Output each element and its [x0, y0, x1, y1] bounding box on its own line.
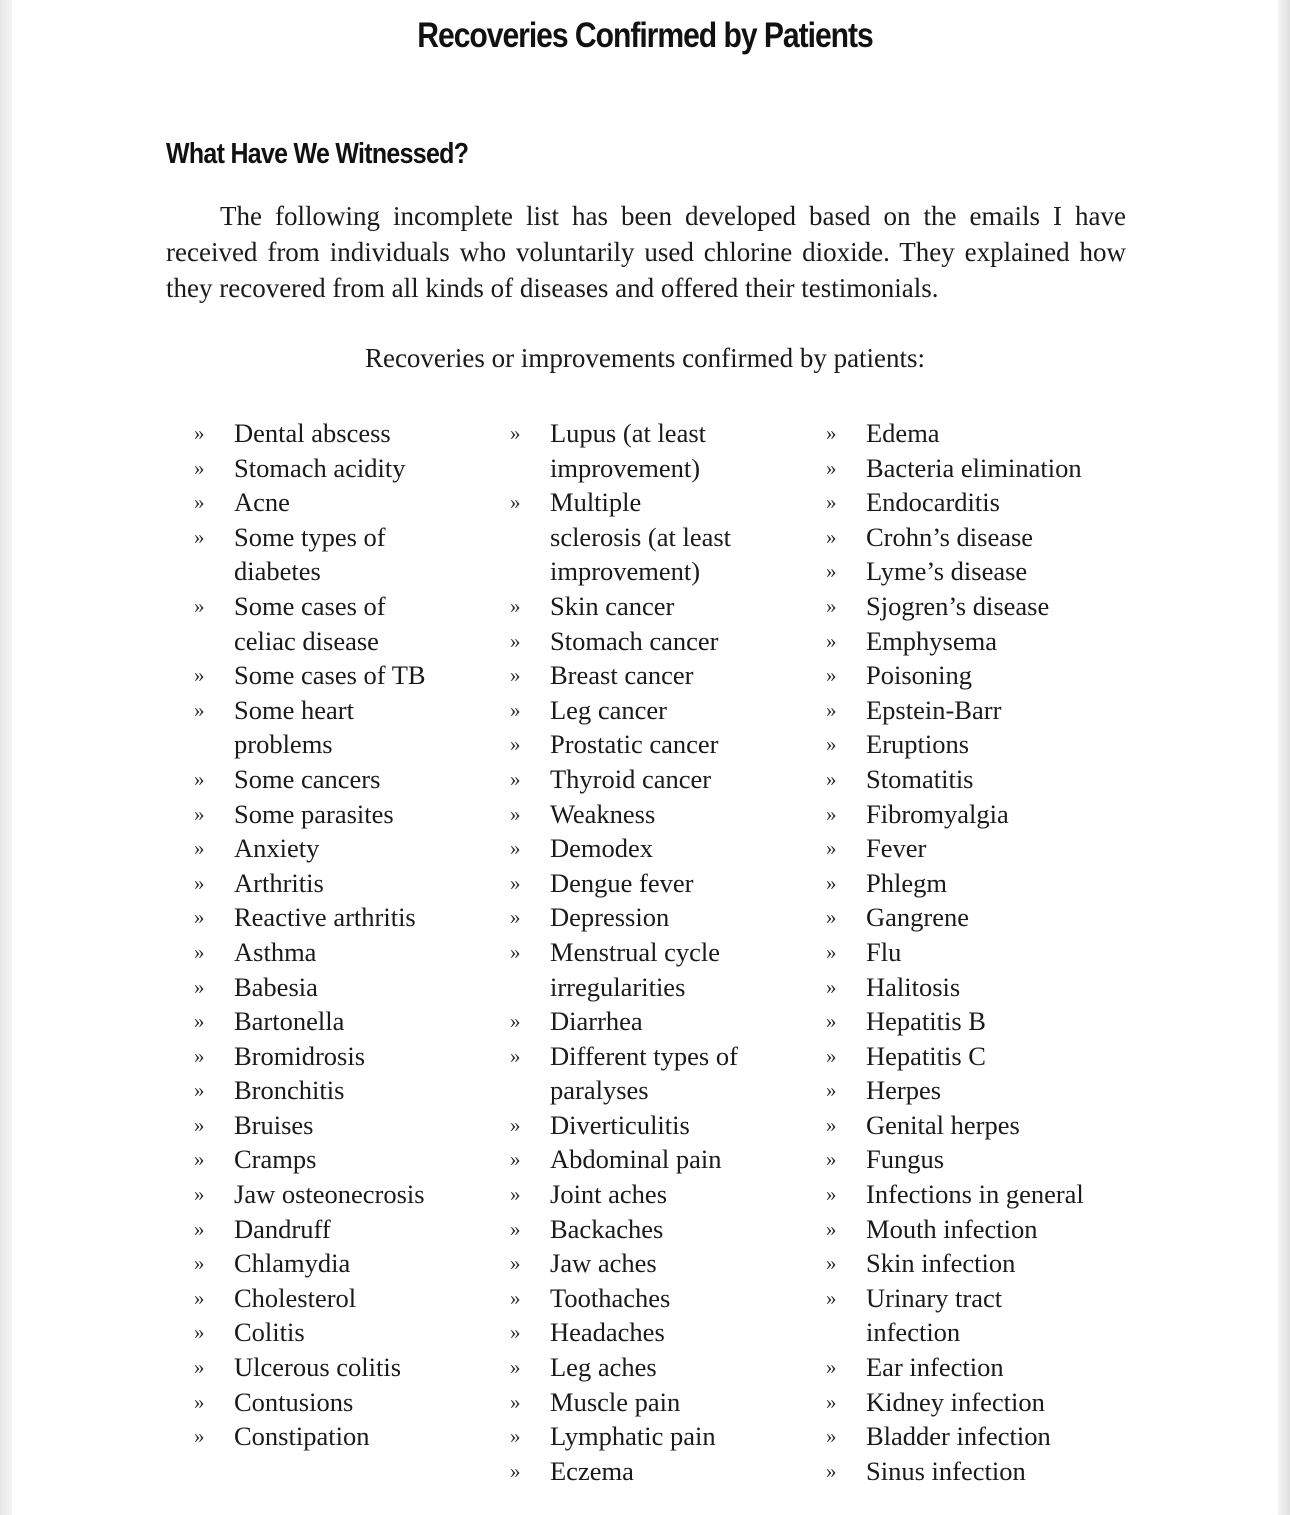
list-item-text: Crohn’s disease [866, 521, 1034, 552]
bullet-icon: » [510, 1320, 521, 1345]
bullet-icon: » [510, 490, 521, 515]
list-item-text: Multiple [550, 487, 642, 518]
bullet-icon: » [826, 1251, 837, 1276]
list-item-text: Emphysema [866, 625, 997, 656]
bullet-icon: » [194, 1285, 205, 1310]
conditions-list [0, 416, 1290, 1496]
bullet-icon: » [194, 1147, 205, 1172]
list-item-text: diabetes [234, 556, 321, 587]
bullet-icon: » [510, 732, 521, 757]
list-item-text: celiac disease [234, 625, 379, 656]
list-item-text: Menstrual cycle [550, 936, 720, 967]
list-item-text: Bromidrosis [234, 1040, 366, 1071]
list-item [510, 935, 810, 1004]
bullet-icon: » [194, 974, 205, 999]
list-item-text: Skin cancer [550, 590, 675, 621]
list-item [510, 1177, 810, 1212]
list-item-text: Breast cancer [550, 660, 694, 691]
section-heading: What Have We Witnessed? [166, 138, 469, 170]
bullet-icon: » [826, 1009, 837, 1034]
list-item [510, 1142, 810, 1177]
bullet-icon: » [826, 524, 837, 549]
list-item [194, 1315, 494, 1350]
list-item-text: paralyses [550, 1075, 649, 1106]
list-item [826, 693, 1146, 728]
list-item-text: Anxiety [234, 833, 320, 864]
bullet-icon: » [826, 455, 837, 480]
bullet-icon: » [194, 836, 205, 861]
bullet-icon: » [194, 1043, 205, 1068]
list-item-text: Dental abscess [234, 418, 391, 448]
list-item [826, 831, 1146, 866]
bullet-icon: » [510, 697, 521, 722]
list-item [194, 1281, 494, 1316]
list-caption: Recoveries or improvements confirmed by patients: [364, 343, 926, 373]
list-item [826, 762, 1146, 797]
list-item [826, 935, 1146, 970]
list-item [194, 520, 494, 589]
bullet-icon: » [194, 1009, 205, 1034]
list-item-text: Bacteria elimination [866, 452, 1082, 483]
list-item-text: Eczema [550, 1455, 634, 1486]
list-item [510, 797, 810, 832]
bullet-icon: » [510, 421, 521, 445]
bullet-icon: » [826, 1389, 837, 1414]
list-item [194, 1142, 494, 1177]
list-item-text: Flu [866, 936, 902, 967]
list-item [826, 1039, 1146, 1074]
bullet-icon: » [194, 1251, 205, 1276]
list-item-text: Bladder infection [866, 1421, 1051, 1452]
intro-paragraph: The following incomplete list has been developed based on the emails I have received from individuals who voluntarily used chlorine dioxide. They explained how they recovered from all kinds of diseases and offered their testimonials. [166, 201, 1126, 303]
list-item-text: Stomach acidity [234, 452, 406, 483]
bullet-icon: » [510, 1216, 521, 1241]
list-item [826, 1177, 1146, 1212]
bullet-icon: » [826, 974, 837, 999]
list-item-text: Skin infection [866, 1248, 1016, 1279]
list-item [510, 1385, 810, 1420]
list-item [510, 1004, 810, 1039]
bullet-icon: » [194, 939, 205, 964]
list-item-text: Hepatitis B [866, 1006, 986, 1037]
list-item [826, 900, 1146, 935]
list-item [194, 416, 494, 451]
list-item-text: Muscle pain [550, 1386, 681, 1417]
list-item-text: Genital herpes [866, 1109, 1020, 1140]
list-item [194, 1212, 494, 1247]
list-item-text: infection [866, 1317, 961, 1348]
list-item-text: Bronchitis [234, 1075, 345, 1106]
bullet-icon: » [510, 801, 521, 826]
list-item-text: Hepatitis C [866, 1040, 986, 1071]
list-item-text: Backaches [550, 1213, 664, 1244]
list-item-text: Infections in general [866, 1179, 1084, 1210]
list-item [826, 554, 1146, 589]
list-item-text: Contusions [234, 1386, 354, 1417]
list-item-text: Demodex [550, 833, 654, 864]
list-item-text: sclerosis (at least [550, 521, 732, 552]
list-item [826, 658, 1146, 693]
list-item [510, 589, 810, 624]
list-item-text: Weakness [550, 798, 656, 829]
bullet-icon: » [826, 1147, 837, 1172]
list-item-text: Stomatitis [866, 763, 974, 794]
list-item [510, 866, 810, 901]
list-item [194, 970, 494, 1005]
list-item [194, 658, 494, 693]
list-item-text: Diarrhea [550, 1006, 643, 1037]
list-item [194, 831, 494, 866]
bullet-icon: » [826, 697, 837, 722]
bullet-icon: » [510, 1147, 521, 1172]
bullet-icon: » [510, 766, 521, 791]
bullet-icon: » [826, 732, 837, 757]
list-item [194, 1177, 494, 1212]
list-item [194, 1039, 494, 1074]
bullet-icon: » [510, 836, 521, 861]
list-item-text: Some cancers [234, 763, 381, 794]
list-item-text: Urinary tract [866, 1282, 1003, 1313]
bullet-icon: » [194, 421, 205, 445]
list-item-text: Fibromyalgia [866, 798, 1009, 829]
list-item-text: Depression [550, 902, 670, 933]
bullet-icon: » [510, 1389, 521, 1414]
list-item [194, 935, 494, 970]
list-item-text: Some types of [234, 521, 386, 552]
bullet-icon: » [826, 559, 837, 584]
list-item [826, 520, 1146, 555]
list-item-text: Headaches [550, 1317, 665, 1348]
bullet-icon: » [826, 1285, 837, 1310]
bullet-icon: » [510, 1251, 521, 1276]
bullet-icon: » [826, 1424, 837, 1449]
list-item [194, 762, 494, 797]
list-item [510, 1419, 810, 1454]
list-item [194, 1350, 494, 1385]
list-item-text: Stomach cancer [550, 625, 719, 656]
bullet-icon: » [510, 663, 521, 688]
list-item-text: Lymphatic pain [550, 1421, 716, 1452]
list-item-text: Edema [866, 418, 940, 448]
list-item [510, 693, 810, 728]
list-item [510, 1454, 810, 1489]
bullet-icon: » [826, 1355, 837, 1380]
list-item [194, 589, 494, 658]
list-item [194, 1073, 494, 1108]
list-item-text: Some cases of TB [234, 660, 426, 691]
list-item-text: Chlamydia [234, 1248, 351, 1279]
list-item-text: problems [234, 729, 333, 760]
list-item [826, 866, 1146, 901]
bullet-icon: » [510, 1009, 521, 1034]
list-item-text: Reactive arthritis [234, 902, 416, 933]
bullet-icon: » [194, 766, 205, 791]
list-item [510, 762, 810, 797]
list-item-text: Poisoning [866, 660, 973, 691]
bullet-icon: » [510, 628, 521, 653]
bullet-icon: » [194, 663, 205, 688]
bullet-icon: » [194, 697, 205, 722]
bullet-icon: » [826, 766, 837, 791]
list-item [826, 727, 1146, 762]
list-item [826, 416, 1146, 451]
bullet-icon: » [510, 939, 521, 964]
list-item [510, 900, 810, 935]
bullet-icon: » [826, 490, 837, 515]
list-item-text: Prostatic cancer [550, 729, 719, 760]
list-item [826, 485, 1146, 520]
list-item [194, 1108, 494, 1143]
bullet-icon: » [826, 1078, 837, 1103]
bullet-icon: » [826, 1112, 837, 1137]
bullet-icon: » [194, 1389, 205, 1414]
conditions-column-2 [510, 416, 810, 1488]
list-item [826, 589, 1146, 624]
bullet-icon: » [826, 1182, 837, 1207]
bullet-icon: » [826, 836, 837, 861]
conditions-column-3 [826, 416, 1146, 1488]
list-item-text: Babesia [234, 971, 318, 1002]
list-item [510, 658, 810, 693]
list-item [826, 1212, 1146, 1247]
list-item [510, 727, 810, 762]
bullet-icon: » [194, 1320, 205, 1345]
list-item [510, 1315, 810, 1350]
list-item [826, 624, 1146, 659]
list-item-text: Diverticulitis [550, 1109, 690, 1140]
list-item-text: Jaw aches [550, 1248, 657, 1279]
list-item-text: Colitis [234, 1317, 305, 1348]
bullet-icon: » [826, 1216, 837, 1241]
list-item [826, 970, 1146, 1005]
list-item-text: Fever [866, 833, 927, 864]
bullet-icon: » [194, 593, 205, 618]
list-item-text: Lyme’s disease [866, 556, 1028, 587]
list-item [194, 1246, 494, 1281]
list-item-text: Acne [234, 487, 290, 518]
list-item [826, 1142, 1146, 1177]
bullet-icon: » [826, 1458, 837, 1483]
list-item-text: Gangrene [866, 902, 969, 933]
list-item-text: Phlegm [866, 867, 947, 898]
list-item-text: Kidney infection [866, 1386, 1045, 1417]
list-item [194, 1004, 494, 1039]
list-item [194, 485, 494, 520]
list-item [826, 1073, 1146, 1108]
list-item-text: Endocarditis [866, 487, 1000, 518]
bullet-icon: » [510, 1424, 521, 1449]
list-item [510, 831, 810, 866]
list-item-text: Mouth infection [866, 1213, 1038, 1244]
list-item-text: Ulcerous colitis [234, 1352, 402, 1383]
list-item [510, 1350, 810, 1385]
bullet-icon: » [826, 663, 837, 688]
list-item [826, 1108, 1146, 1143]
list-item [194, 1419, 494, 1454]
bullet-icon: » [510, 593, 521, 618]
list-item-text: Some heart [234, 694, 354, 725]
bullet-icon: » [826, 870, 837, 895]
list-item-text: Toothaches [550, 1282, 671, 1313]
list-item-text: Jaw osteonecrosis [234, 1179, 425, 1210]
bullet-icon: » [826, 421, 837, 445]
bullet-icon: » [194, 490, 205, 515]
list-item-text: Halitosis [866, 971, 961, 1002]
list-item-text: Lupus (at least [550, 418, 707, 448]
list-item-text: Constipation [234, 1421, 370, 1452]
bullet-icon: » [826, 801, 837, 826]
bullet-icon: » [194, 801, 205, 826]
list-item-text: Bruises [234, 1109, 314, 1140]
bullet-icon: » [194, 1182, 205, 1207]
bullet-icon: » [194, 1078, 205, 1103]
list-item-text: Epstein-Barr [866, 694, 1002, 725]
bullet-icon: » [826, 593, 837, 618]
list-item [194, 1385, 494, 1420]
list-item [826, 451, 1146, 486]
bullet-icon: » [510, 1112, 521, 1137]
list-item [194, 797, 494, 832]
list-item [194, 900, 494, 935]
list-item [194, 866, 494, 901]
bullet-icon: » [510, 1043, 521, 1068]
conditions-column-1 [194, 416, 494, 1454]
bullet-icon: » [510, 1182, 521, 1207]
bullet-icon: » [510, 1355, 521, 1380]
list-item-text: improvement) [550, 452, 701, 483]
bullet-icon: » [194, 1112, 205, 1137]
list-item-text: Arthritis [234, 867, 324, 898]
list-item-text: Some cases of [234, 590, 386, 621]
list-item-text: Different types of [550, 1040, 738, 1071]
list-item-text: Sinus infection [866, 1455, 1026, 1486]
list-item-text: irregularities [550, 971, 686, 1002]
list-item-text: Fungus [866, 1144, 945, 1175]
list-item-text: Cholesterol [234, 1282, 357, 1313]
list-item-text: Some parasites [234, 798, 394, 829]
list-item [510, 1246, 810, 1281]
bullet-icon: » [510, 905, 521, 930]
bullet-icon: » [194, 1424, 205, 1449]
list-item-text: Joint aches [550, 1179, 668, 1210]
list-item [826, 1246, 1146, 1281]
list-item-text: Sjogren’s disease [866, 590, 1050, 621]
list-item-text: Thyroid cancer [550, 763, 712, 794]
list-item-text: Abdominal pain [550, 1144, 722, 1175]
list-item [194, 693, 494, 762]
list-item-text: Bartonella [234, 1006, 345, 1037]
list-item [826, 1004, 1146, 1039]
list-item [826, 1350, 1146, 1385]
list-item [510, 1108, 810, 1143]
list-item [510, 485, 810, 589]
list-item [510, 416, 810, 485]
bullet-icon: » [826, 905, 837, 930]
bullet-icon: » [510, 1458, 521, 1483]
bullet-icon: » [826, 628, 837, 653]
bullet-icon: » [194, 1216, 205, 1241]
list-item-text: Leg aches [550, 1352, 657, 1383]
list-item [510, 624, 810, 659]
bullet-icon: » [194, 524, 205, 549]
list-item-text: Eruptions [866, 729, 970, 760]
bullet-icon: » [194, 905, 205, 930]
list-item [510, 1039, 810, 1108]
list-item-text: Leg cancer [550, 694, 667, 725]
list-item [826, 1385, 1146, 1420]
list-item [826, 1281, 1146, 1350]
bullet-icon: » [826, 1043, 837, 1068]
bullet-icon: » [194, 870, 205, 895]
list-item [826, 797, 1146, 832]
bullet-icon: » [510, 1285, 521, 1310]
list-item [510, 1281, 810, 1316]
list-item [826, 1454, 1146, 1489]
list-item-text: Dengue fever [550, 867, 694, 898]
list-item-text: Cramps [234, 1144, 317, 1175]
list-item-text: Herpes [866, 1075, 942, 1106]
list-item [826, 1419, 1146, 1454]
bullet-icon: » [826, 939, 837, 964]
bullet-icon: » [194, 455, 205, 480]
list-item [194, 451, 494, 486]
list-item-text: improvement) [550, 556, 701, 587]
list-item-text: Ear infection [866, 1352, 1004, 1383]
bullet-icon: » [194, 1355, 205, 1380]
chapter-title: Recoveries Confirmed by Patients [417, 16, 873, 55]
list-item [510, 1212, 810, 1247]
bullet-icon: » [510, 870, 521, 895]
list-item-text: Asthma [234, 936, 317, 967]
list-item-text: Dandruff [234, 1213, 331, 1244]
